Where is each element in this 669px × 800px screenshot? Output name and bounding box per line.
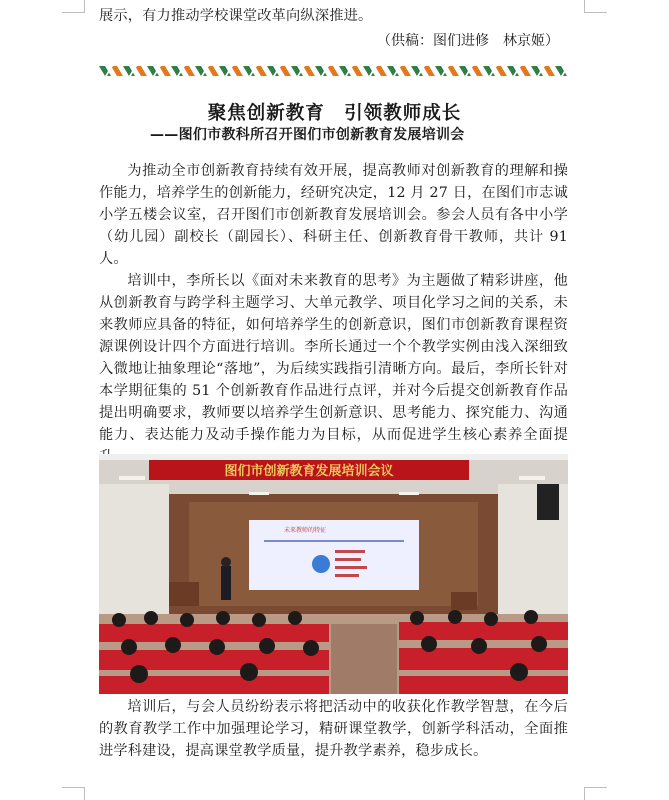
article-paragraph-1: 为推动全市创新教育持续有效开展，提高教师对创新教育的理解和操作能力，培养学生的创新能力，经研究决定，12 月 27 日，在图们市志诚小学五楼会议室，召开图们市创新教育发展培训会。参会人员有各中小学（幼儿园）副校长（副园长）、科研主任、创新教育骨干教师，共计 91 人。 — [99, 163, 568, 267]
article-title: 聚焦创新教育 引领教师成长 — [207, 103, 462, 124]
projection-screen — [249, 520, 419, 590]
decorative-divider — [99, 66, 568, 76]
meeting-room-illustration — [99, 454, 568, 694]
article-subtitle: ——图们市教科所召开图们市创新教育发展培训会 — [150, 127, 465, 143]
slide-title: 未来教师的特征 — [284, 527, 327, 534]
crop-mark-bottom-right — [584, 787, 607, 800]
crop-mark-bottom-left — [62, 787, 85, 800]
crop-mark-top-right — [584, 0, 607, 13]
speaker-figure — [221, 566, 231, 600]
crop-mark-top-left — [62, 0, 85, 13]
previous-article-credit: （供稿：图们进修 林京姬） — [377, 33, 559, 49]
previous-article-tail: 展示，有力推动学校课堂改革向纵深推进。 — [99, 8, 373, 24]
article-paragraph-2: 培训中，李所长以《面对未来教育的思考》为主题做了精彩讲座，他从创新教育与跨学科主题学习、大单元教学、项目化学习之间的关系，未来教师应具备的特征，如何培养学生的创新意识，图们市创新教育课程资源课例设计四个方面进行培训。李所长通过一个个教学实例由浅入深细致入微地让抽象理论“落地”，为后续实践指引清晰方向。最后，李所长针对本学期征集的 51 个创新教育作品进行点评，并对今后提交创新教育作品提出明确要求，教师要以培养学生创新意识、思考能力、探究能力、沟通能力、表达能力及动手操作能力为目标，从而促进学生核心素养全面提 — [99, 273, 568, 443]
banner-text: 图们市创新教育发展培训会议 — [224, 464, 394, 479]
article-paragraph-3: 培训后，与会人员纷纷表示将把活动中的收获化作教学智慧，在今后的教育教学工作中加强理论学习，精研课堂教学，创新学科活动，全面推进学科建设，提高课堂教学质量，提升教学素养，稳步成长。 — [99, 699, 568, 759]
training-meeting-photo — [99, 454, 568, 694]
